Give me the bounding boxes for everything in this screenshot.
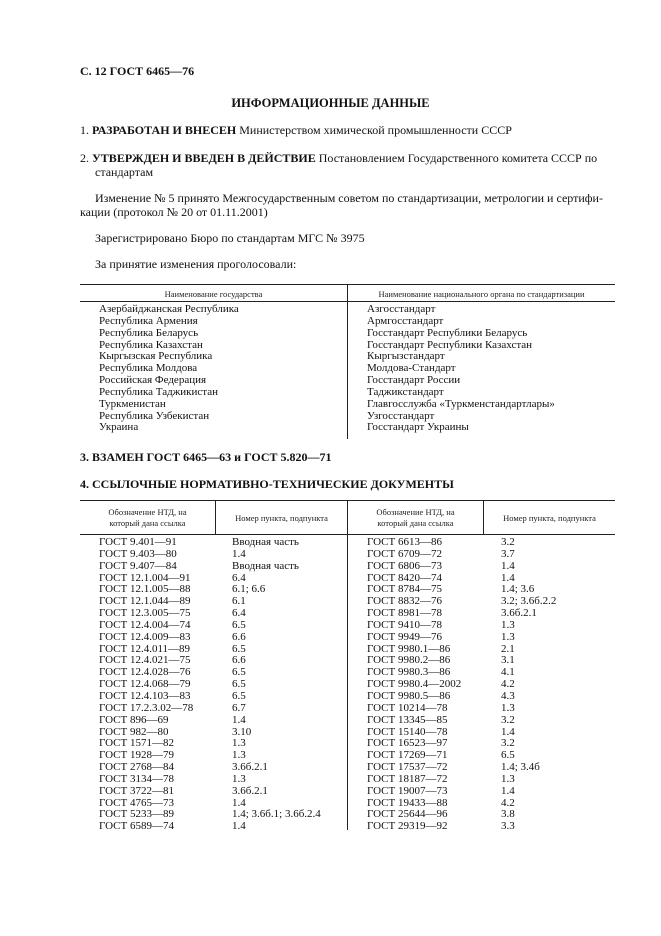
- ref-doc: ГОСТ 9.401—91: [99, 536, 177, 548]
- ref-point: 3.10: [232, 725, 252, 738]
- item-caps: РАЗРАБОТАН И ВНЕСЕН: [92, 123, 237, 137]
- organs-list: [367, 304, 555, 434]
- organ-name: Госстандарт Республики Казахстан: [367, 338, 533, 351]
- states-header-state: Наименование государства: [164, 289, 263, 299]
- ref-point: 4.2: [501, 796, 515, 809]
- organ-name: Узгосстандарт: [367, 409, 435, 422]
- ref-point: 3.2; 3.6б.2.2: [501, 595, 557, 608]
- ref-doc: ГОСТ 6613—86: [367, 536, 442, 548]
- change-line1: Изменение № 5 принято Межгосударственным советом по стандартизации, метрологии и сертифи-: [95, 191, 603, 205]
- ref-doc: ГОСТ 19433—88: [367, 796, 448, 809]
- state-name: Кыргызская Республика: [99, 350, 213, 363]
- ref-point: 1.4; 3.6б.1; 3.6б.2.4: [232, 808, 321, 821]
- refs-header-doc-right: Обозначение НТД, на который дана ссылка: [376, 507, 455, 528]
- ref-doc: ГОСТ 9980.2—86: [367, 654, 451, 667]
- state-name: Республика Армения: [99, 314, 198, 327]
- page-header: С. 12 ГОСТ 6465—76: [80, 64, 195, 78]
- state-name: Туркменистан: [99, 397, 166, 410]
- item-approved-line2: стандартам: [95, 165, 154, 179]
- ref-doc: ГОСТ 12.4.009—83: [99, 630, 191, 643]
- ref-doc: ГОСТ 18187—72: [367, 772, 448, 785]
- item-developed: [80, 123, 512, 138]
- ref-doc: ГОСТ 9980.1—86: [367, 642, 451, 655]
- ref-doc: ГОСТ 12.4.028—76: [99, 666, 191, 679]
- ref-doc: ГОСТ 8420—74: [367, 571, 442, 584]
- ref-doc: ГОСТ 1928—79: [99, 749, 174, 762]
- ref-doc: ГОСТ 9.403—80: [99, 547, 177, 560]
- ref-doc: ГОСТ 12.3.005—75: [99, 607, 191, 620]
- refs-left-points: [232, 537, 321, 833]
- ref-point: 6.5: [232, 689, 246, 702]
- ref-doc: ГОСТ 17.2.3.02—78: [99, 701, 194, 714]
- refs-header-point-right: Номер пункта, подпункта: [503, 513, 596, 523]
- ref-doc: ГОСТ 4765—73: [99, 796, 174, 809]
- ref-doc: ГОСТ 3722—81: [99, 784, 174, 797]
- ref-point: Вводная часть: [232, 559, 299, 572]
- ref-point: 1.4: [501, 571, 515, 584]
- organ-name: Кыргызстандарт: [367, 350, 445, 363]
- ref-doc: ГОСТ 6589—74: [99, 820, 174, 833]
- state-name: Азербайджанская Республика: [99, 303, 239, 315]
- ref-doc: ГОСТ 6806—73: [367, 559, 442, 572]
- state-name: Республика Казахстан: [99, 338, 203, 351]
- ref-doc: ГОСТ 1571—82: [99, 737, 174, 750]
- organ-name: Госстандарт Украины: [367, 421, 469, 434]
- ref-point: 6.5: [232, 666, 246, 679]
- ref-point: 4.1: [501, 666, 515, 679]
- states-header-organ: Наименование национального органа по стандартизации: [378, 289, 585, 299]
- ref-point: 6.5: [232, 642, 246, 655]
- organ-name: Молдова-Стандарт: [367, 362, 456, 375]
- item-text: Министерством химической промышленности СССР: [239, 123, 512, 137]
- ref-point: 1.3: [501, 630, 515, 643]
- ref-point: 1.4: [232, 713, 246, 726]
- refs-header-doc-left: Обозначение НТД, на который дана ссылка: [108, 507, 187, 528]
- state-name: Республика Таджикистан: [99, 385, 218, 398]
- ref-point: 1.3: [232, 749, 246, 762]
- ref-doc: ГОСТ 19007—73: [367, 784, 448, 797]
- ref-doc: ГОСТ 16523—97: [367, 737, 448, 750]
- refs-right-docs: [367, 537, 461, 833]
- ref-doc: ГОСТ 8784—75: [367, 583, 442, 596]
- ref-point: 1.3: [232, 772, 246, 785]
- ref-point: 6.1: [232, 595, 246, 608]
- ref-doc: ГОСТ 9980.4—2002: [367, 678, 462, 691]
- ref-doc: ГОСТ 12.4.011—89: [99, 642, 191, 655]
- change-line2: кации (протокол № 20 от 01.11.2001): [80, 205, 268, 219]
- refs-header-point-left: Номер пункта, подпункта: [235, 513, 328, 523]
- ref-point: 3.7: [501, 547, 515, 560]
- ref-doc: ГОСТ 8832—76: [367, 595, 442, 608]
- ref-doc: ГОСТ 12.1.004—91: [99, 571, 191, 584]
- ref-point: 6.4: [232, 571, 246, 584]
- ref-point: 1.4; 3.4б: [501, 761, 540, 774]
- ref-point: 6.5: [501, 749, 515, 762]
- ref-doc: ГОСТ 13345—85: [367, 713, 448, 726]
- ref-doc: ГОСТ 17269—71: [367, 749, 448, 762]
- ref-point: 6.5: [232, 618, 246, 631]
- ref-point: 6.1; 6.6: [232, 583, 266, 596]
- ref-point: 3.2: [501, 536, 515, 548]
- ref-point: 2.1: [501, 642, 515, 655]
- state-name: Украина: [99, 421, 139, 434]
- table-column-divider: [347, 284, 348, 301]
- ref-point: 3.6б.2.1: [501, 607, 537, 620]
- ref-point: 1.3: [501, 701, 515, 714]
- organ-name: Госстандарт России: [367, 374, 461, 387]
- ref-doc: ГОСТ 8981—78: [367, 607, 442, 620]
- organ-name: Армгосстандарт: [367, 314, 444, 327]
- ref-point: 3.6б.2.1: [232, 784, 268, 797]
- ref-doc: ГОСТ 3134—78: [99, 772, 174, 785]
- organ-name: Главгосслужба «Туркменстандартлары»: [367, 397, 555, 410]
- ref-point: Вводная часть: [232, 536, 299, 548]
- ref-point: 6.4: [232, 607, 246, 620]
- item-caps: УТВЕРЖДЕН И ВВЕДЕН В ДЕЙСТВИЕ: [92, 151, 316, 165]
- refs-divider: [215, 500, 216, 534]
- ref-doc: ГОСТ 12.4.004—74: [99, 618, 191, 631]
- item-approved: [80, 151, 597, 166]
- ref-point: 1.3: [501, 618, 515, 631]
- organ-name: Азгосстандарт: [367, 303, 436, 315]
- states-list: [99, 304, 239, 434]
- item-text: Постановлением Государственного комитета СССР по: [318, 151, 598, 165]
- ref-point: 1.4: [232, 796, 246, 809]
- ref-doc: ГОСТ 5233—89: [99, 808, 174, 821]
- ref-point: 3.1: [501, 654, 515, 667]
- refs-right-points: [501, 537, 556, 833]
- state-name: Республика Узбекистан: [99, 409, 210, 422]
- ref-doc: ГОСТ 6709—72: [367, 547, 442, 560]
- ref-doc: ГОСТ 9949—76: [367, 630, 442, 643]
- ref-point: 1.4: [501, 784, 515, 797]
- ref-doc: ГОСТ 9.407—84: [99, 559, 177, 572]
- item-text: ССЫЛОЧНЫЕ НОРМАТИВНО-ТЕХНИЧЕСКИЕ ДОКУМЕНТЫ: [92, 477, 454, 491]
- ref-point: 3.6б.2.1: [232, 761, 268, 774]
- ref-point: 6.5: [232, 678, 246, 691]
- refs-divider: [483, 500, 484, 534]
- ref-point: 1.4: [232, 547, 246, 560]
- ref-point: 1.4: [501, 559, 515, 572]
- ref-doc: ГОСТ 12.4.103—83: [99, 689, 191, 702]
- voted-title: За принятие изменения проголосовали:: [95, 257, 297, 271]
- item-references: [80, 477, 454, 492]
- ref-doc: ГОСТ 896—69: [99, 713, 169, 726]
- state-name: Республика Беларусь: [99, 326, 199, 339]
- state-name: Республика Молдова: [99, 362, 198, 375]
- ref-doc: ГОСТ 2768—84: [99, 761, 174, 774]
- ref-point: 6.6: [232, 630, 246, 643]
- ref-doc: ГОСТ 9410—78: [367, 618, 442, 631]
- ref-point: 1.4: [501, 725, 515, 738]
- ref-point: 4.2: [501, 678, 515, 691]
- organ-name: Госстандарт Республики Беларусь: [367, 326, 528, 339]
- ref-point: 6.6: [232, 654, 246, 667]
- ref-point: 6.7: [232, 701, 246, 714]
- ref-doc: ГОСТ 9980.3—86: [367, 666, 451, 679]
- item-number: 1.: [80, 123, 89, 137]
- ref-doc: ГОСТ 29319—92: [367, 820, 448, 833]
- ref-point: 4.3: [501, 689, 515, 702]
- ref-doc: ГОСТ 17537—72: [367, 761, 448, 774]
- refs-header-rule: [80, 534, 615, 535]
- ref-doc: ГОСТ 25644—96: [367, 808, 448, 821]
- ref-point: 1.4; 3.6: [501, 583, 535, 596]
- table-column-divider: [347, 301, 348, 439]
- item-text: ВЗАМЕН ГОСТ 6465—63 и ГОСТ 5.820—71: [92, 450, 332, 464]
- item-number: 4.: [80, 477, 89, 491]
- organ-name: Таджикстандарт: [367, 385, 444, 398]
- ref-doc: ГОСТ 12.1.044—89: [99, 595, 191, 608]
- item-number: 2.: [80, 151, 89, 165]
- ref-point: 3.2: [501, 713, 515, 726]
- ref-doc: ГОСТ 12.4.021—75: [99, 654, 191, 667]
- item-number: 3.: [80, 450, 89, 464]
- ref-point: 1.3: [501, 772, 515, 785]
- item-replaces: [80, 450, 332, 465]
- ref-doc: ГОСТ 12.4.068—79: [99, 678, 191, 691]
- refs-divider: [347, 500, 348, 830]
- ref-doc: ГОСТ 982—80: [99, 725, 169, 738]
- page-title: ИНФОРМАЦИОННЫЕ ДАННЫЕ: [231, 96, 430, 110]
- ref-point: 3.2: [501, 737, 515, 750]
- ref-point: 3.3: [501, 820, 515, 833]
- refs-left-docs: [99, 537, 193, 833]
- ref-doc: ГОСТ 15140—78: [367, 725, 448, 738]
- ref-doc: ГОСТ 12.1.005—88: [99, 583, 191, 596]
- registered-note: Зарегистрировано Бюро по стандартам МГС № 3975: [95, 231, 365, 245]
- ref-point: 3.8: [501, 808, 515, 821]
- ref-point: 1.3: [232, 737, 246, 750]
- state-name: Российская Федерация: [99, 374, 207, 387]
- ref-point: 1.4: [232, 820, 246, 833]
- ref-doc: ГОСТ 10214—78: [367, 701, 448, 714]
- ref-doc: ГОСТ 9980.5—86: [367, 689, 451, 702]
